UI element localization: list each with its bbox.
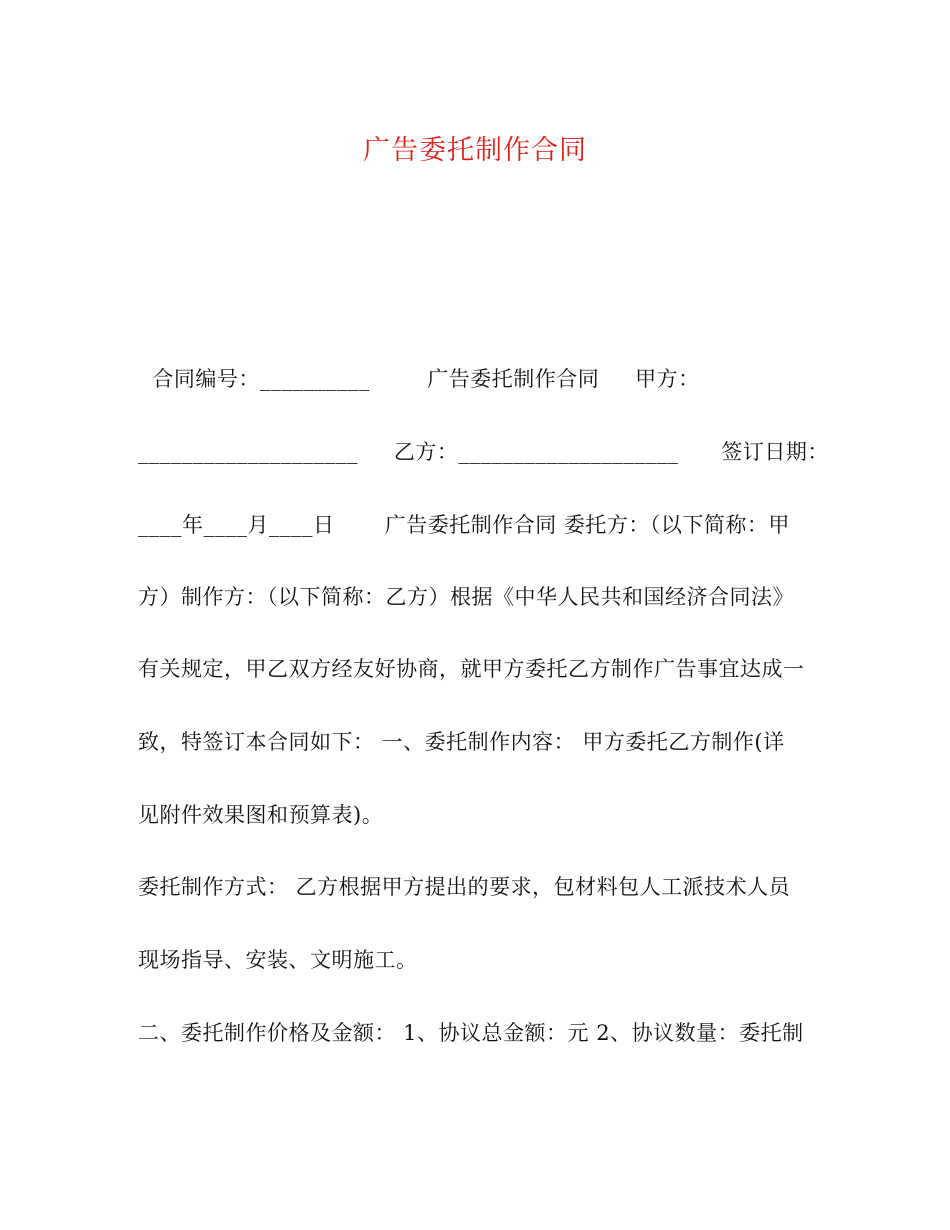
body-line: 见附件效果图和预算表)。	[138, 803, 384, 827]
document-title: 广告委托制作合同	[363, 135, 587, 166]
body-line: 方）制作方：（以下简称：乙方）根据《中华人民共和国经济合同法》	[138, 585, 794, 609]
body-line: ____年____月____日 广告委托制作合同 委托方：（以下简称：甲	[138, 513, 790, 537]
body-line: 二、委托制作价格及金额： 1、协议总金额：元 2、协议数量：委托制	[138, 1021, 804, 1045]
body-line: 委托制作方式： 乙方根据甲方提出的要求，包材料包人工派技术人员	[138, 875, 791, 899]
body-line: 有关规定，甲乙双方经友好协商，就甲方委托乙方制作广告事宜达成一	[138, 657, 805, 681]
body-line: ____________________ 乙方：____________________ 签订日期：	[138, 440, 829, 464]
body-line: 现场指导、安装、文明施工。	[138, 948, 418, 972]
body-line: 合同编号：__________ 广告委托制作合同 甲方：	[138, 367, 700, 391]
body-line: 致，特签订本合同如下： 一、委托制作内容： 甲方委托乙方制作(详	[138, 730, 785, 754]
